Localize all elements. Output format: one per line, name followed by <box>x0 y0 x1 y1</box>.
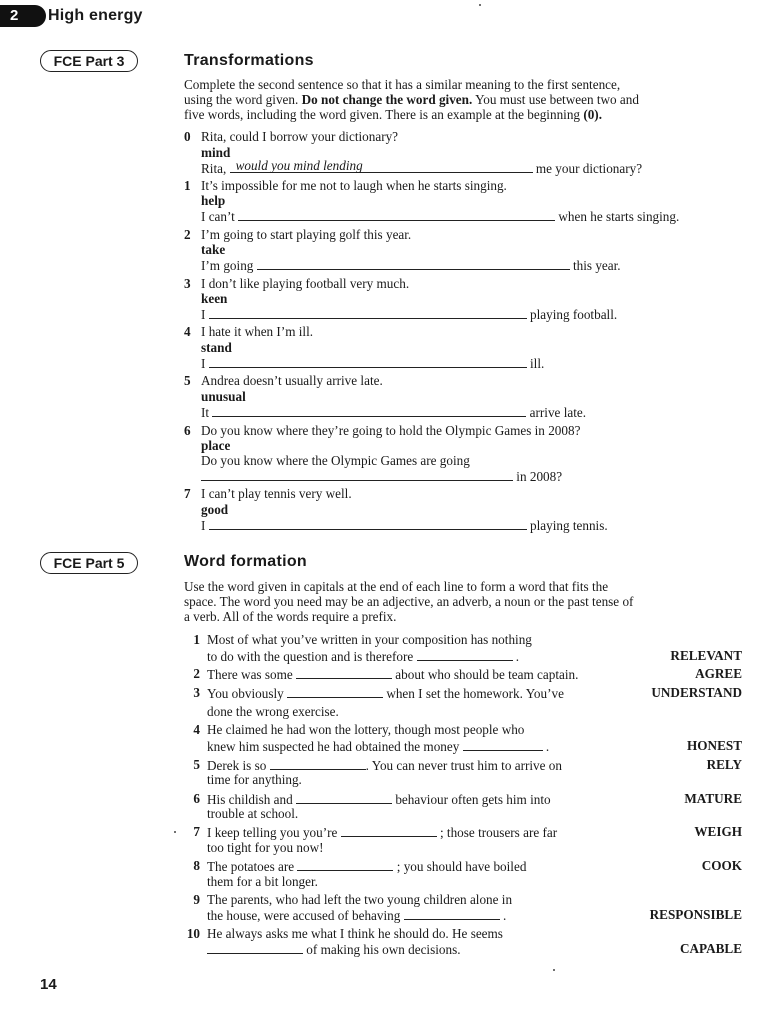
wf-item-line <box>207 738 549 755</box>
instructions-line: Use the word given in capitals at the end of each line to form a word that fits the <box>184 579 609 594</box>
item-end: playing football. <box>530 307 618 322</box>
item-answer-line <box>201 208 679 225</box>
prompt-word: AGREE <box>695 666 742 681</box>
answer-blank[interactable] <box>463 738 543 751</box>
stray-mark <box>174 831 176 833</box>
page-number: 14 <box>40 976 57 993</box>
item-number: 2 <box>184 227 191 242</box>
answer-blank[interactable] <box>297 858 393 871</box>
answer-blank[interactable] <box>296 791 392 804</box>
wf-item-line <box>207 666 578 683</box>
wf-item-line: Most of what you’ve written in your composition has nothing <box>207 632 532 647</box>
item-answer-line <box>201 468 562 485</box>
item-number: 4 <box>193 722 200 737</box>
wf-text: There was some <box>207 667 293 682</box>
item-start: I <box>201 518 206 533</box>
item-start-line: Do you know where the Olympic Games are going <box>201 453 470 468</box>
prompt-word: RELY <box>706 757 742 772</box>
item-number: 6 <box>184 423 191 438</box>
answer-blank[interactable] <box>201 468 513 481</box>
wf-item-line: them for a bit longer. <box>207 874 318 889</box>
wf-text: . <box>545 739 550 754</box>
prompt-word: MATURE <box>684 791 742 806</box>
item-number: 3 <box>193 685 200 700</box>
wf-text: The potatoes are <box>207 859 295 874</box>
section-heading-word-formation: Word formation <box>184 553 308 570</box>
item-sentence: I don’t like playing football very much. <box>201 276 410 291</box>
key-word: help <box>201 193 226 208</box>
wf-text: . <box>515 649 520 664</box>
item-number: 7 <box>184 486 191 501</box>
answer-blank[interactable] <box>209 355 527 368</box>
instructions-line: Complete the second sentence so that it has a similar meaning to the first sentence, <box>184 77 621 92</box>
answer-blank[interactable] <box>209 306 527 319</box>
item-sentence: It’s impossible for me not to laugh when he starts singing. <box>201 178 507 193</box>
item-number: 5 <box>184 373 191 388</box>
item-start: I <box>201 307 206 322</box>
item-number: 3 <box>184 276 191 291</box>
instructions-line <box>184 107 749 122</box>
item-number: 4 <box>184 324 191 339</box>
item-number: 1 <box>184 178 191 193</box>
wf-text: I keep telling you you’re <box>207 825 338 840</box>
prompt-word: RESPONSIBLE <box>649 907 742 922</box>
transformation-item-1 <box>184 178 507 194</box>
prompt-word: HONEST <box>687 738 742 753</box>
item-number: 7 <box>193 824 200 839</box>
prompt-word: UNDERSTAND <box>651 685 742 700</box>
item-sentence: Andrea doesn’t usually arrive late. <box>201 373 383 388</box>
item-number: 1 <box>193 632 200 647</box>
wf-text: knew him suspected he had obtained the money <box>207 739 460 754</box>
item-start: Rita, <box>201 161 227 176</box>
answer-blank[interactable] <box>417 648 513 661</box>
prompt-word: RELEVANT <box>670 648 742 663</box>
word-formation-instructions <box>184 579 749 624</box>
item-end: when he starts singing. <box>558 209 680 224</box>
wf-item-line: time for anything. <box>207 772 302 787</box>
key-word: keen <box>201 291 228 306</box>
instructions-emphasis: (0). <box>583 107 602 122</box>
wf-text: His childish and <box>207 792 293 807</box>
key-word: good <box>201 502 229 517</box>
prompt-word: COOK <box>701 858 742 873</box>
instructions-line <box>184 92 749 107</box>
wf-text: You obviously <box>207 686 284 701</box>
item-end: this year. <box>572 258 621 273</box>
item-end: arrive late. <box>529 405 587 420</box>
item-start: I’m going <box>201 258 254 273</box>
answer-blank[interactable] <box>207 941 303 954</box>
instructions-text: five words, including the word given. There is an example at the beginning <box>184 107 584 122</box>
key-word: place <box>201 438 231 453</box>
item-sentence: Do you know where they’re going to hold the Olympic Games in 2008? <box>201 423 581 438</box>
wf-item-line <box>207 648 519 665</box>
item-sentence: Rita, could I borrow your dictionary? <box>201 129 399 144</box>
instructions-line: space. The word you need may be an adjective, an adverb, a noun or the past tense of <box>184 594 634 609</box>
item-answer-line <box>201 306 617 323</box>
wf-text: ; you should have boiled <box>396 859 527 874</box>
item-sentence: I’m going to start playing golf this year. <box>201 227 412 242</box>
wf-text: ; those trousers are far <box>439 825 558 840</box>
answer-blank[interactable] <box>238 208 555 221</box>
wf-item-line: He claimed he had won the lottery, though most people who <box>207 722 525 737</box>
instructions-text: You must use between two and <box>472 92 639 107</box>
wf-text: of making his own decisions. <box>306 942 461 957</box>
item-start: I <box>201 356 206 371</box>
wf-item-line: The parents, who had left the two young children alone in <box>207 892 513 907</box>
answer-blank[interactable] <box>270 757 366 770</box>
transformation-item-6 <box>184 423 580 439</box>
wf-item-line: too tight for you now! <box>207 840 324 855</box>
wf-item-line <box>207 685 564 702</box>
item-number: 0 <box>184 129 191 144</box>
item-number: 2 <box>193 666 200 681</box>
item-answer-line <box>201 517 608 534</box>
wf-item-line <box>207 941 461 958</box>
key-word: unusual <box>201 389 246 404</box>
wf-text: about who should be team captain. <box>395 667 579 682</box>
item-start: It <box>201 405 210 420</box>
item-number: 6 <box>193 791 200 806</box>
prompt-word: WEIGH <box>694 824 742 839</box>
item-answer-line <box>201 160 642 177</box>
wf-text: behaviour often gets him into <box>395 792 551 807</box>
item-end: me your dictionary? <box>535 161 643 176</box>
example-answer: would you mind lending <box>235 158 363 173</box>
transformation-item-5 <box>184 373 383 389</box>
answer-blank[interactable] <box>287 685 383 698</box>
item-number: 8 <box>193 858 200 873</box>
wf-text: . You can never trust him to arrive on <box>365 758 562 773</box>
item-sentence: I can’t play tennis very well. <box>201 486 352 501</box>
instructions-text: using the word given. <box>184 92 302 107</box>
key-word: take <box>201 242 226 257</box>
answer-blank[interactable] <box>212 404 526 417</box>
transformation-item-2 <box>184 227 411 243</box>
item-answer-line <box>201 355 544 372</box>
transformation-item-0 <box>184 129 398 145</box>
answer-blank[interactable] <box>404 907 500 920</box>
instructions-line: a verb. All of the words require a prefix. <box>184 609 397 624</box>
wf-text: Derek is so <box>207 758 267 773</box>
speck <box>553 969 555 971</box>
transformation-item-3 <box>184 276 409 292</box>
speck <box>479 4 481 6</box>
transformation-item-7 <box>184 486 352 502</box>
item-start: I can’t <box>201 209 235 224</box>
answer-blank[interactable] <box>230 160 533 173</box>
wf-text: when I set the homework. You’ve <box>386 686 564 701</box>
answer-blank[interactable] <box>296 666 392 679</box>
item-number: 5 <box>193 757 200 772</box>
unit-title: High energy <box>48 7 143 24</box>
wf-item-line <box>207 907 506 924</box>
answer-blank[interactable] <box>257 257 570 270</box>
item-number: 10 <box>186 926 200 941</box>
part-label-fce-part-3: FCE Part 3 <box>40 50 138 72</box>
prompt-word: CAPABLE <box>679 941 742 956</box>
item-sentence: I hate it when I’m ill. <box>201 324 314 339</box>
wf-item-line <box>207 858 526 875</box>
wf-text: . <box>502 908 507 923</box>
answer-blank[interactable] <box>341 824 437 837</box>
item-end: ill. <box>530 356 545 371</box>
key-word: mind <box>201 145 231 160</box>
item-answer-line <box>201 404 586 421</box>
key-word: stand <box>201 340 232 355</box>
wf-text: to do with the question and is therefore <box>207 649 414 664</box>
section-heading-transformations: Transformations <box>184 52 314 69</box>
item-number: 9 <box>193 892 200 907</box>
unit-number-badge: 2 <box>0 5 46 27</box>
item-end: in 2008? <box>516 469 563 484</box>
wf-item-line: trouble at school. <box>207 806 299 821</box>
transformations-instructions <box>184 77 749 122</box>
wf-text: the house, were accused of behaving <box>207 908 401 923</box>
wf-item-line <box>207 824 557 841</box>
transformation-item-4 <box>184 324 313 340</box>
item-answer-line <box>201 257 621 274</box>
wf-item-line: He always asks me what I think he should do. He seems <box>207 926 503 941</box>
answer-blank[interactable] <box>209 517 527 530</box>
part-label-fce-part-5: FCE Part 5 <box>40 552 138 574</box>
wf-item-line: done the wrong exercise. <box>207 704 339 719</box>
item-end: playing tennis. <box>530 518 608 533</box>
instructions-emphasis: Do not change the word given. <box>301 92 473 107</box>
